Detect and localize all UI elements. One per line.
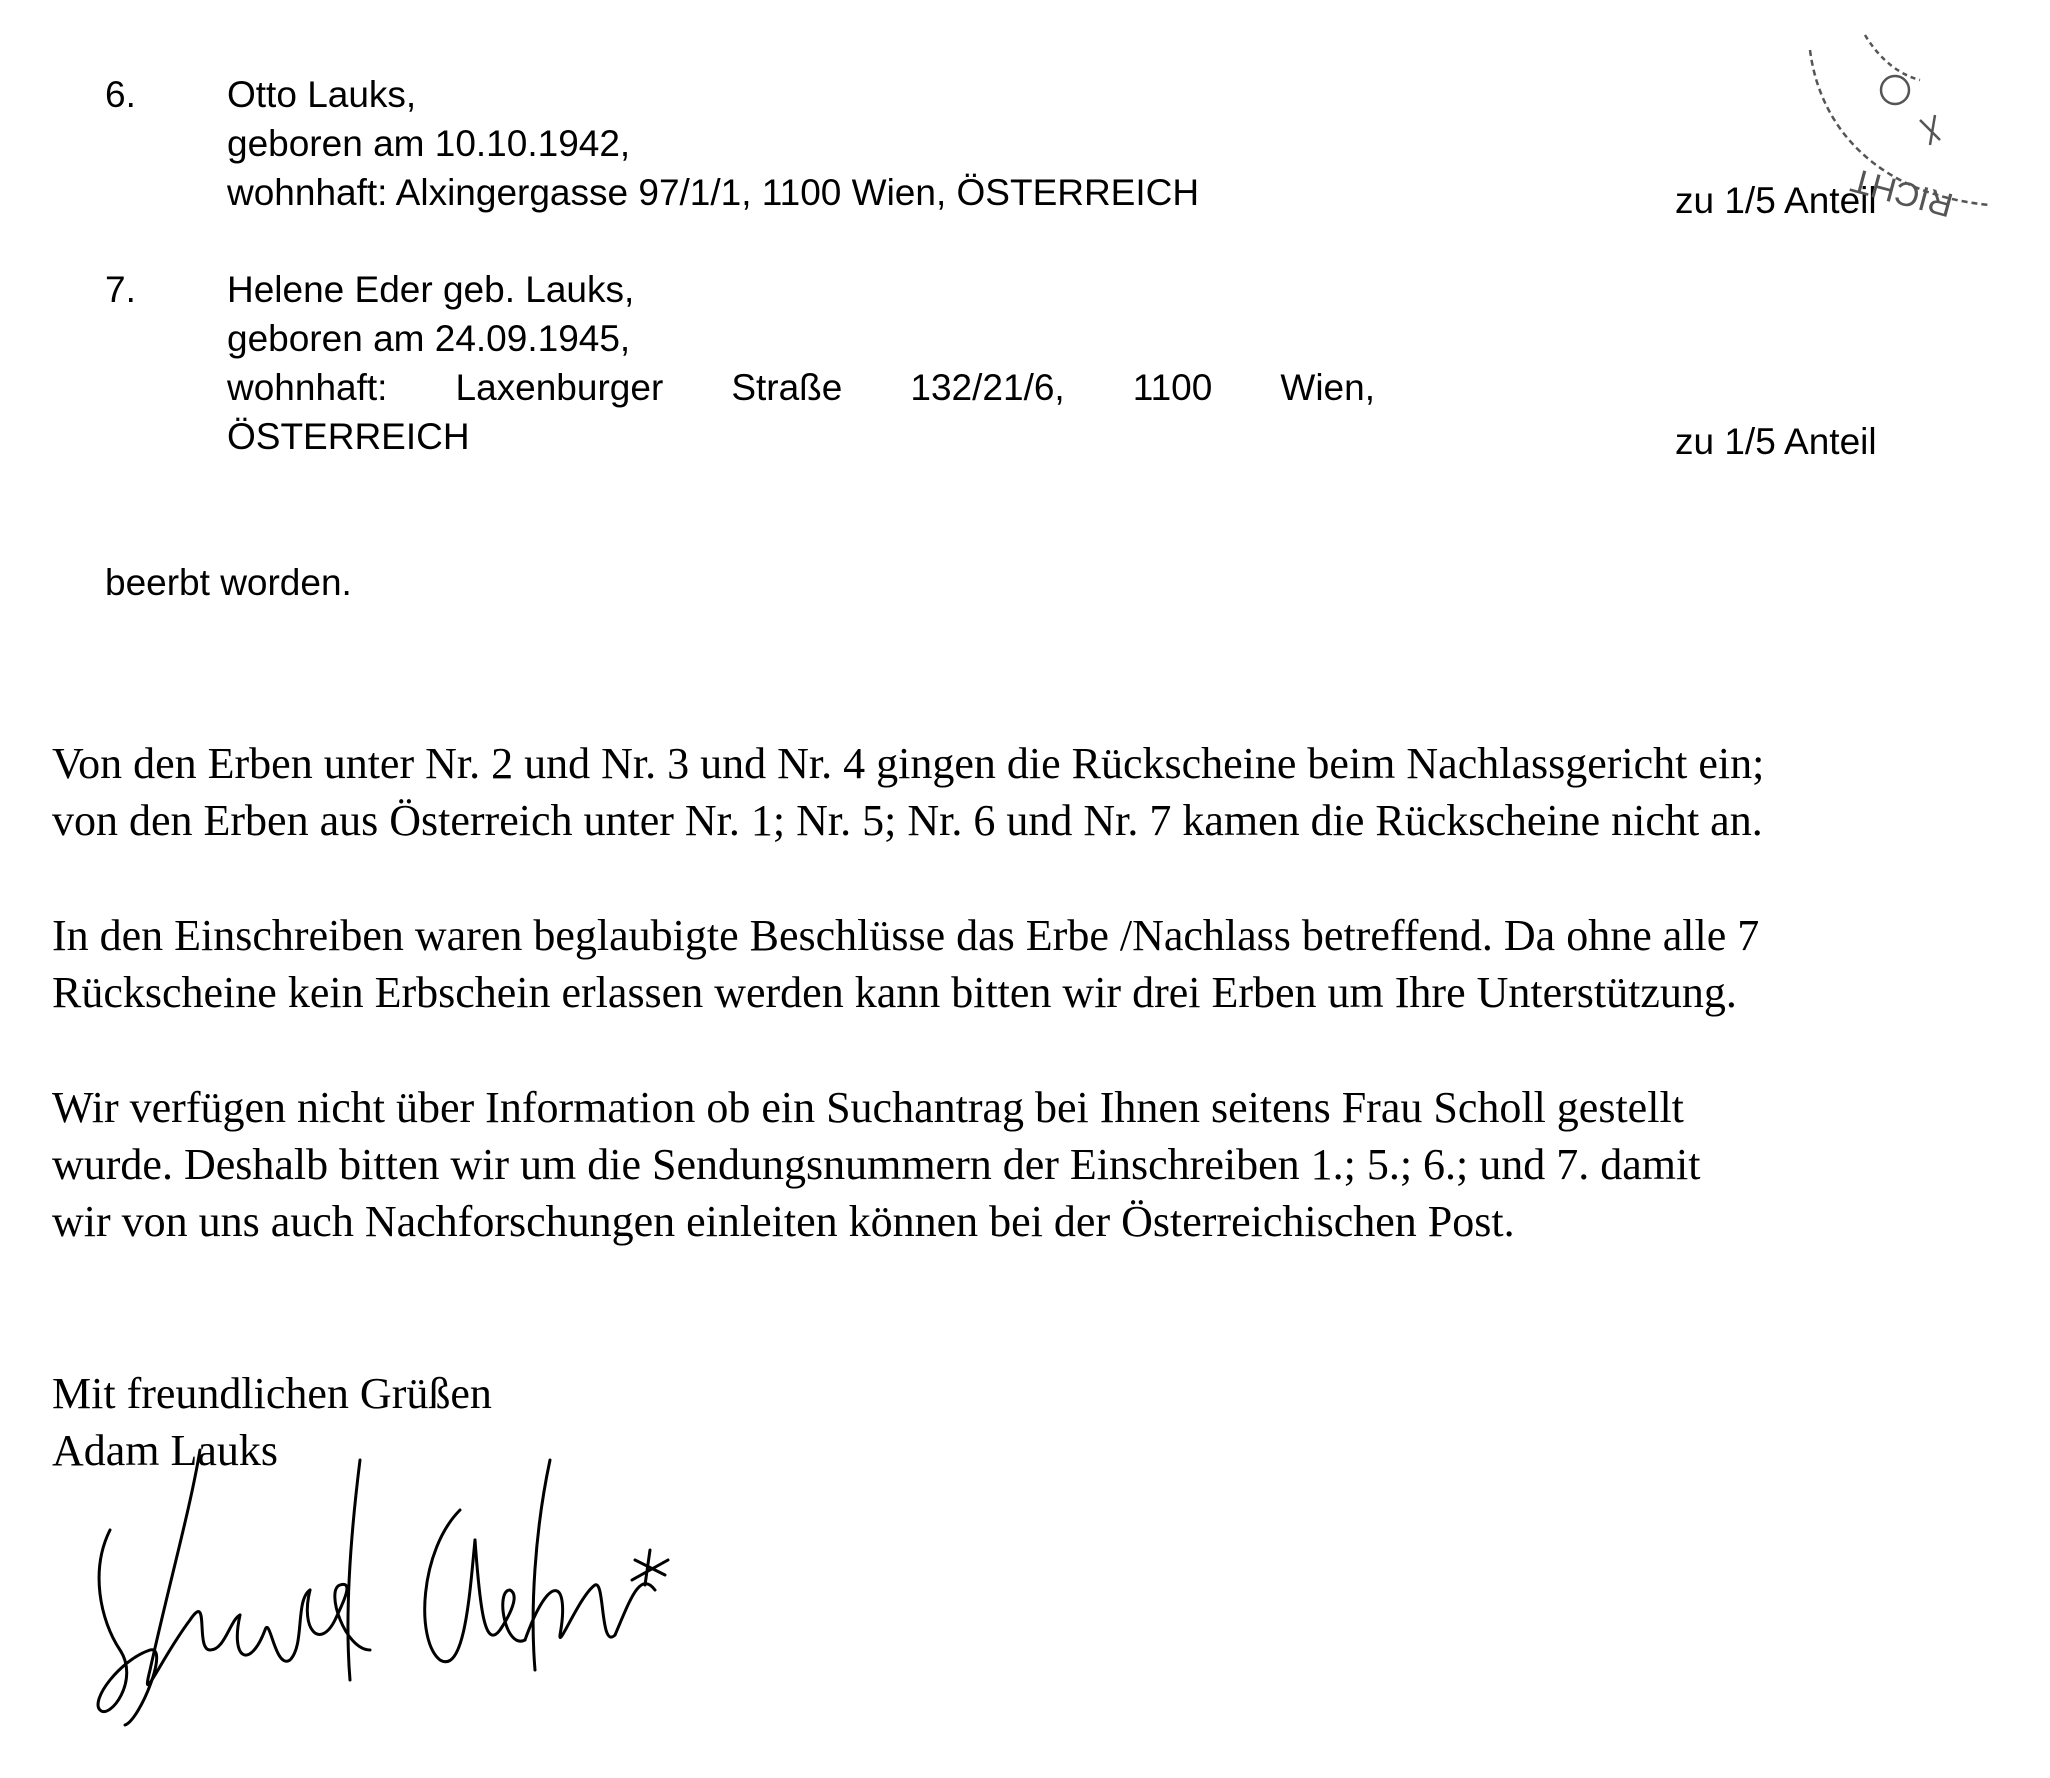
stamp-text: RICHT: [1846, 160, 1958, 224]
heir-name: Helene Eder geb. Lauks,: [227, 269, 635, 310]
heir-name: Otto Lauks,: [227, 74, 417, 115]
heir-number: 6.: [105, 74, 136, 115]
heir-details: [227, 70, 1199, 217]
address-word: wohnhaft:: [227, 367, 388, 408]
paragraph-line: Von den Erben unter Nr. 2 und Nr. 3 und Nr. 4 gingen die Rückscheine beim Nachlassgericht ein;: [52, 739, 1765, 788]
address-word: 1100: [1132, 367, 1213, 408]
address-word: 132/21/6,: [910, 367, 1065, 408]
heir-address: [227, 363, 1375, 412]
paragraph-line: Wir verfügen nicht über Information ob ein Suchantrag bei Ihnen seitens Frau Scholl gestellt: [52, 1083, 1684, 1132]
sender-name: Adam Lauks: [52, 1426, 279, 1475]
paragraph-line: wurde. Deshalb bitten wir um die Sendungsnummern der Einschreiben 1.; 5.; 6.; und 7. damit: [52, 1140, 1701, 1189]
paragraph-line: Rückscheine kein Erbschein erlassen werden kann bitten wir drei Erben um Ihre Unterstützung.: [52, 968, 1737, 1017]
signature: [80, 1420, 680, 1740]
heir-share: zu 1/5 Anteil: [1675, 180, 1877, 221]
paragraph-line: In den Einschreiben waren beglaubigte Beschlüsse das Erbe /Nachlass betreffend. Da ohne alle 7: [52, 911, 1760, 960]
heir-details: [227, 265, 1375, 461]
paragraph-line: wir von uns auch Nachforschungen einleiten können bei der Österreichischen Post.: [52, 1197, 1515, 1246]
paragraph-request-support: [52, 907, 2032, 1021]
address-word: Wien,: [1280, 367, 1375, 408]
address-word: Straße: [731, 367, 843, 408]
greeting: Mit freundlichen Grüßen: [52, 1369, 492, 1418]
heir-birthdate: geboren am 10.10.1942,: [227, 123, 631, 164]
heir-address: wohnhaft: Alxingergasse 97/1/1, 1100 Wien, ÖSTERREICH: [227, 172, 1200, 213]
closing-clause: beerbt worden.: [105, 562, 352, 603]
address-word: Laxenburger: [455, 367, 664, 408]
paragraph-line: von den Erben aus Österreich unter Nr. 1; Nr. 5; Nr. 6 und Nr. 7 kamen die Rückscheine nicht an.: [52, 796, 1763, 845]
heir-address-country: ÖSTERREICH: [227, 416, 470, 457]
heir-birthdate: geboren am 24.09.1945,: [227, 318, 631, 359]
stamp: [1770, 20, 2040, 230]
paragraph-return-receipts: [52, 735, 2032, 849]
heir-share: zu 1/5 Anteil: [1675, 421, 1877, 462]
paragraph-tracking-numbers: [52, 1079, 2032, 1250]
heir-number: 7.: [105, 269, 136, 310]
